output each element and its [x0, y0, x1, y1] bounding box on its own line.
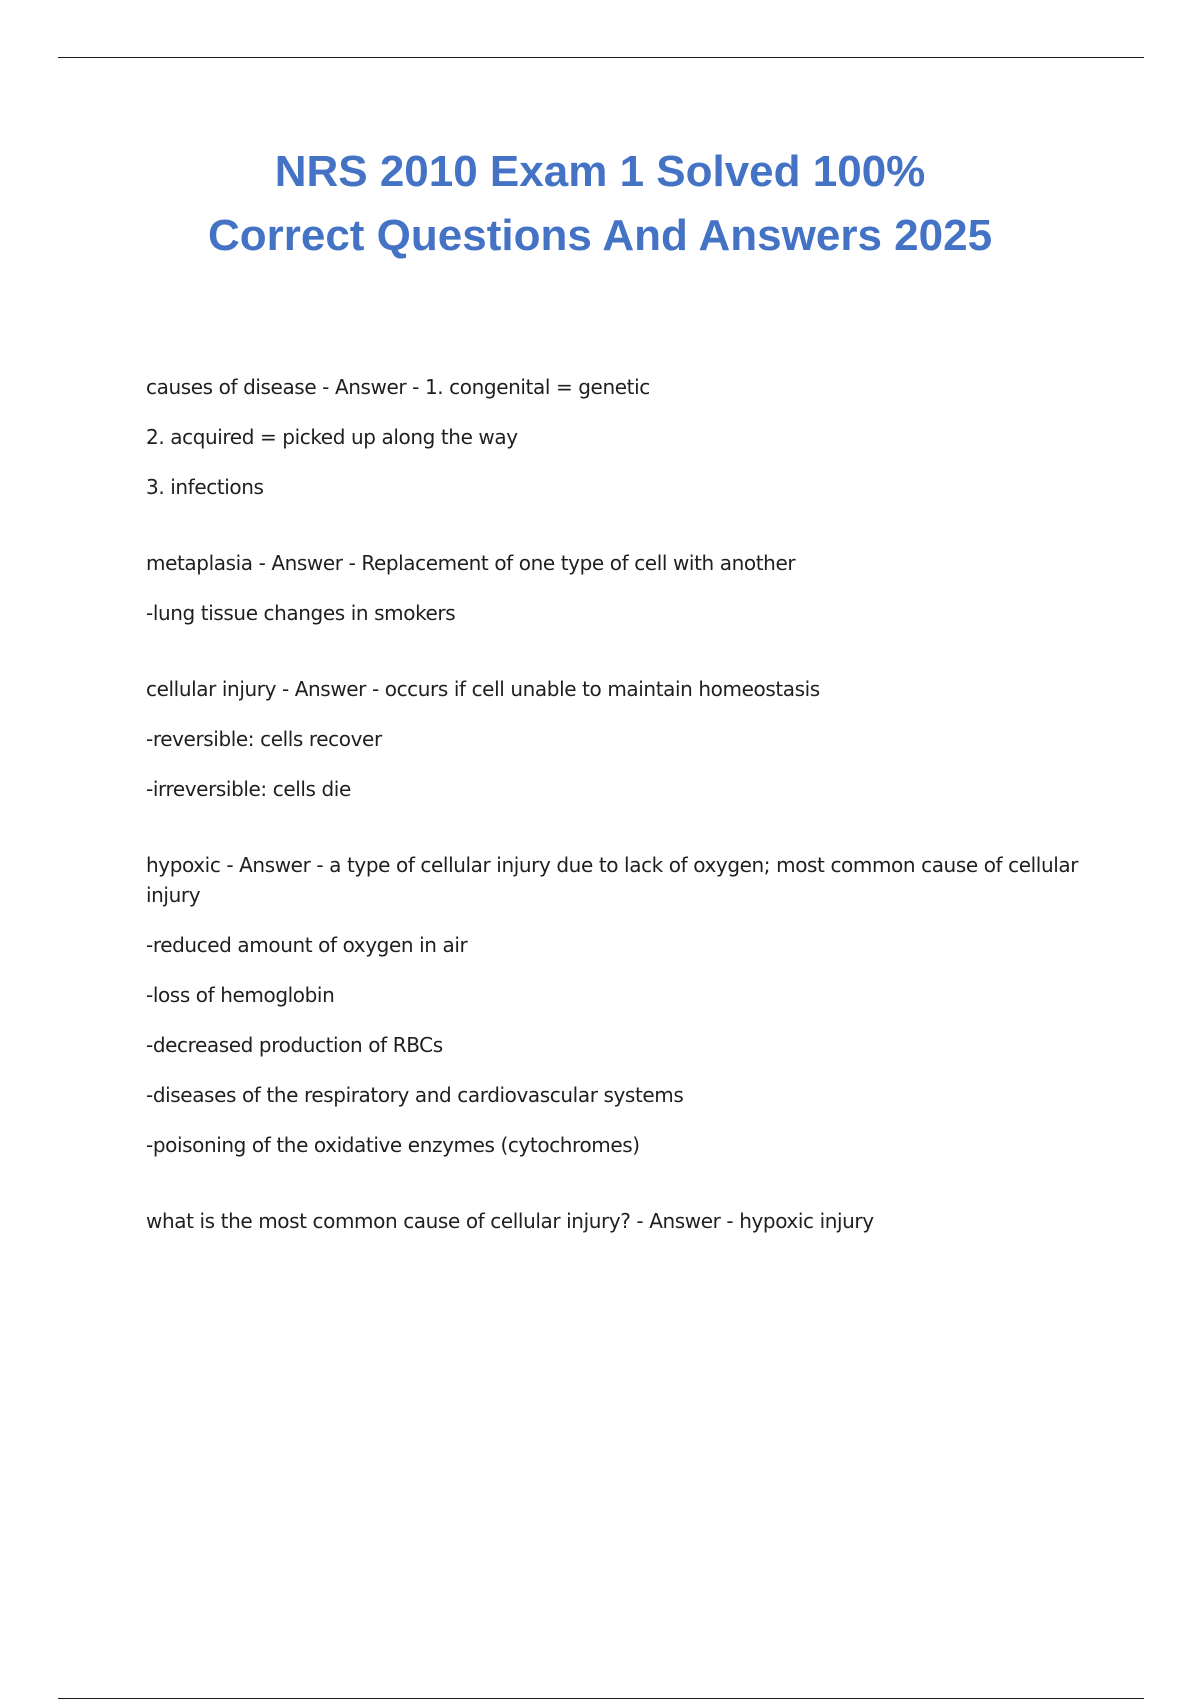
document-title: [100, 140, 1100, 268]
qa-line: causes of disease - Answer - 1. congenital = genetic: [146, 375, 650, 399]
qa-line: 2. acquired = picked up along the way: [146, 425, 518, 449]
qa-line: -decreased production of RBCs: [146, 1033, 443, 1057]
qa-content: [146, 372, 1096, 1282]
qa-hypoxic: [146, 850, 1096, 1160]
qa-line: metaplasia - Answer - Replacement of one type of cell with another: [146, 551, 796, 575]
qa-metaplasia: [146, 548, 1096, 628]
footer-rule: [58, 1698, 1144, 1699]
qa-line: 3. infections: [146, 475, 264, 499]
qa-causes-of-disease: [146, 372, 1096, 502]
title-line-2: Correct Questions And Answers 2025: [207, 211, 993, 260]
qa-most-common-cause: [146, 1206, 1096, 1236]
qa-line: cellular injury - Answer - occurs if cell unable to maintain homeostasis: [146, 677, 820, 701]
header-rule: [58, 57, 1144, 58]
qa-line: -irreversible: cells die: [146, 777, 351, 801]
qa-line: -lung tissue changes in smokers: [146, 601, 456, 625]
qa-line: -reversible: cells recover: [146, 727, 382, 751]
qa-line: what is the most common cause of cellular injury? - Answer - hypoxic injury: [146, 1209, 874, 1233]
qa-cellular-injury: [146, 674, 1096, 804]
qa-line: -poisoning of the oxidative enzymes (cytochromes): [146, 1133, 640, 1157]
qa-line: -diseases of the respiratory and cardiovascular systems: [146, 1083, 684, 1107]
qa-line: hypoxic - Answer - a type of cellular injury due to lack of oxygen; most common cause of cellular injury: [146, 853, 1079, 907]
title-line-1: NRS 2010 Exam 1 Solved 100%: [274, 147, 926, 196]
qa-line: -loss of hemoglobin: [146, 983, 335, 1007]
qa-line: -reduced amount of oxygen in air: [146, 933, 468, 957]
